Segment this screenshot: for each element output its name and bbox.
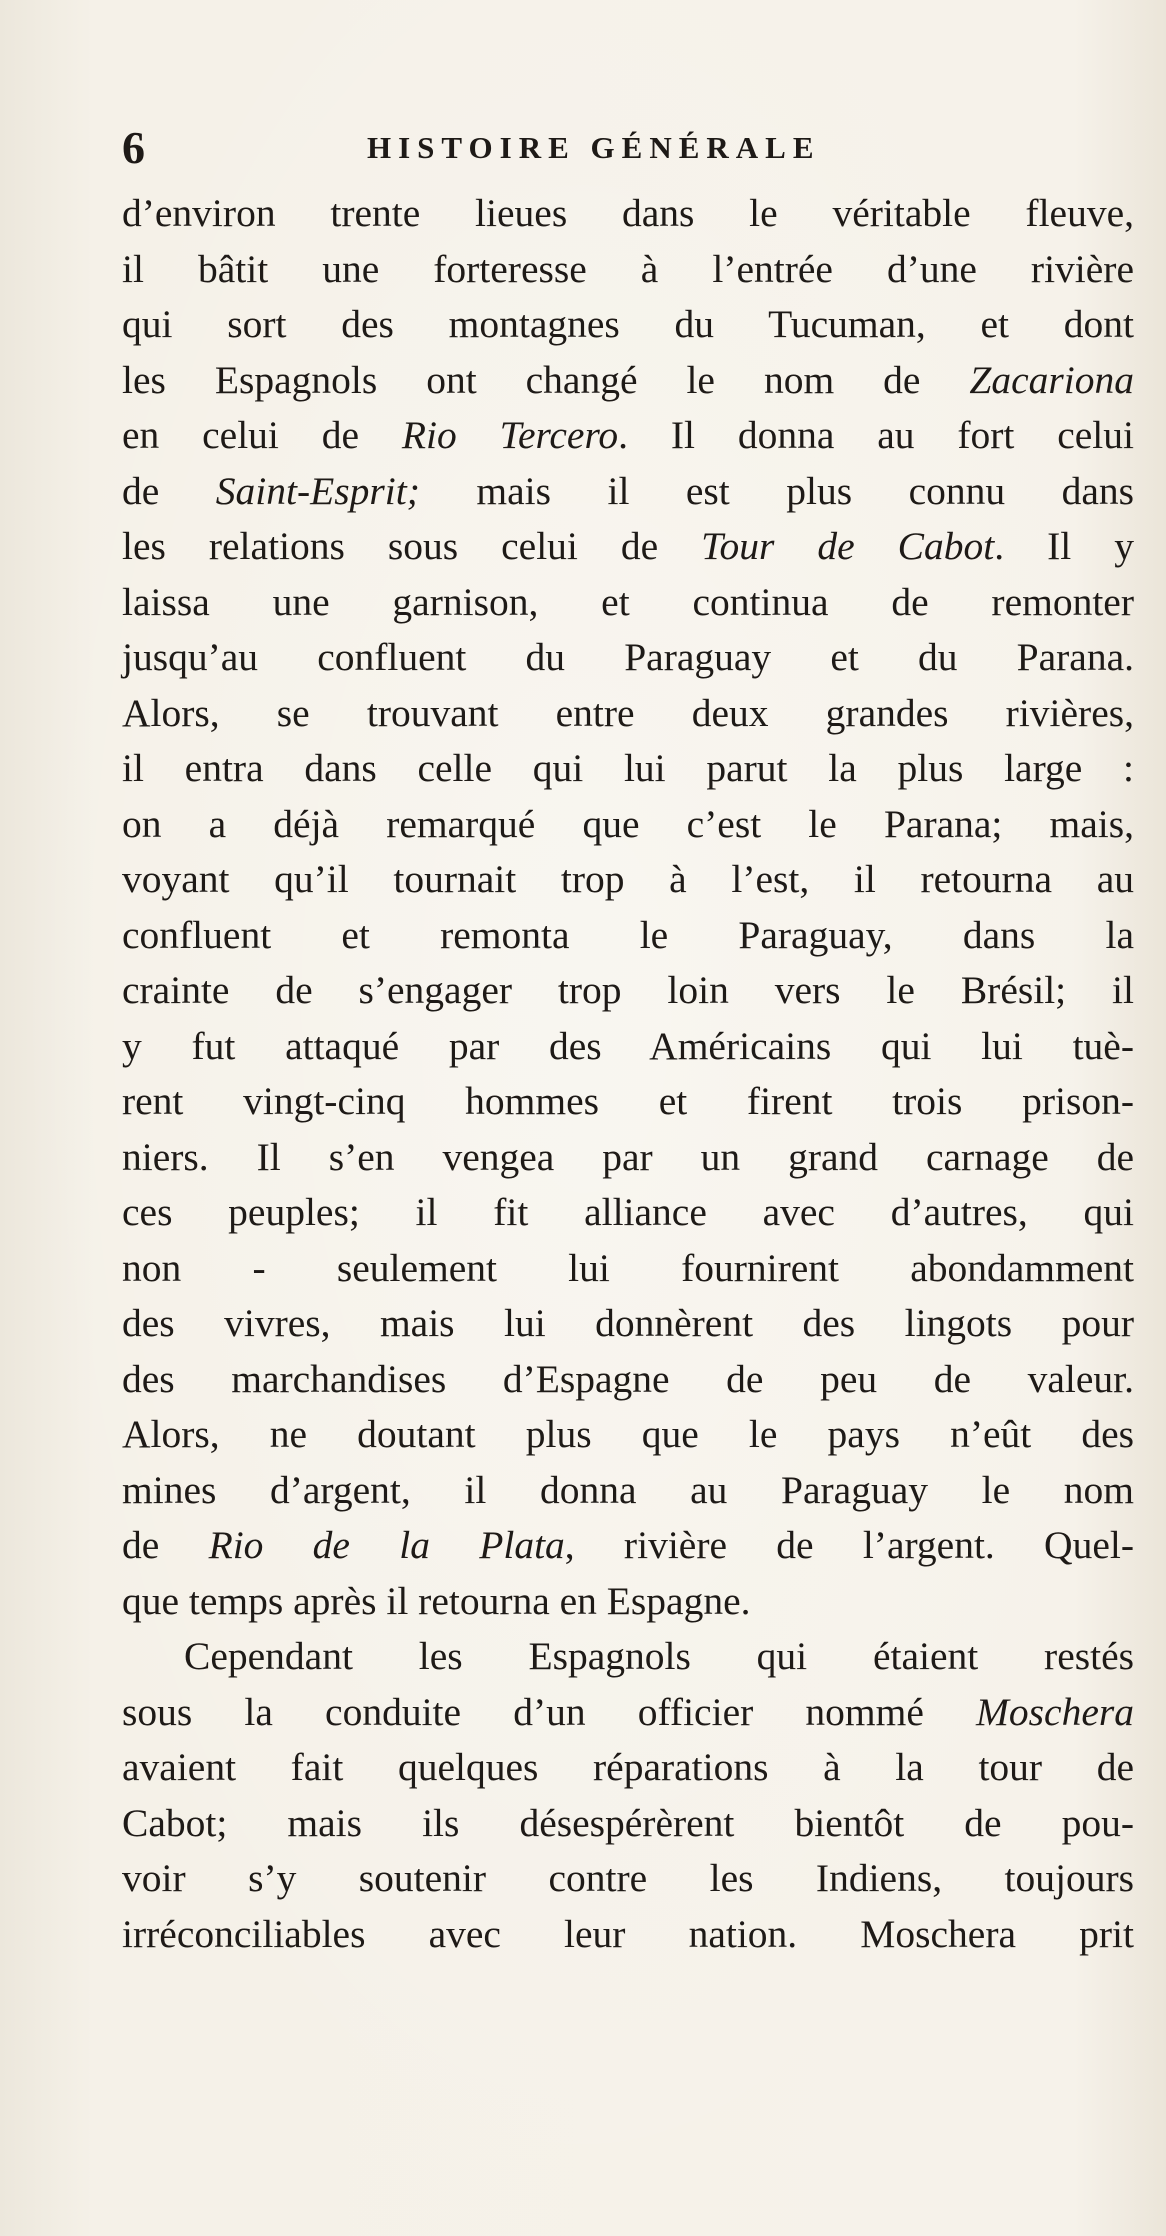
italic-term: Rio de la Plata <box>208 1523 565 1567</box>
running-head: HISTOIRE GÉNÉRALE <box>367 130 821 165</box>
text-line: confluent et remonta le Paraguay, dans la <box>122 912 1134 957</box>
text-line: avaient fait quelques réparations à la tour de <box>122 1745 1134 1789</box>
text-line: qui sort des montagnes du Tucuman, et dont <box>122 302 1134 346</box>
text-line: rent vingt-cinq hommes et firent trois prison- <box>122 1079 1134 1123</box>
text-line: sous la conduite d’un officier nommé Moschera <box>122 1689 1134 1734</box>
text-line: de Saint-Esprit; mais il est plus connu dans <box>122 468 1135 513</box>
text-line: non - seulement lui fournirent abondamment <box>122 1245 1134 1290</box>
text-line: voyant qu’il tournait trop à l’est, il retourna au <box>122 857 1134 901</box>
text-line: il bâtit une forteresse à l’entrée d’une rivière <box>122 246 1134 291</box>
text-line: Cabot; mais ils désespérèrent bientôt de pou- <box>122 1800 1134 1845</box>
text-line: d’environ trente lieues dans le véritable fleuve, <box>122 191 1134 235</box>
italic-term: Tour de Cabot <box>701 524 995 568</box>
text-line: jusqu’au confluent du Paraguay et du Parana. <box>122 635 1134 679</box>
text-line: Alors, ne doutant plus que le pays n’eût des <box>122 1412 1134 1456</box>
text-line: de Rio de la Plata, rivière de l’argent. Quel- <box>122 1523 1134 1567</box>
text-line: il entra dans celle qui lui parut la plus large : <box>122 746 1134 790</box>
italic-term: Zacariona <box>969 357 1135 402</box>
text-line: laissa une garnison, et continua de remonter <box>122 579 1134 624</box>
italic-term: Rio Tercero <box>401 413 619 457</box>
page-header <box>122 118 1132 178</box>
text-line: les relations sous celui de Tour de Cabot. Il y <box>122 524 1134 568</box>
text-line: Alors, se trouvant entre deux grandes rivières, <box>122 690 1134 735</box>
italic-term: Saint-Esprit; <box>215 468 420 513</box>
italic-term: Moschera <box>976 1689 1134 1734</box>
text-line: Cependant les Espagnols qui étaient restés <box>184 1634 1134 1678</box>
text-line: mines d’argent, il donna au Paraguay le nom <box>122 1467 1134 1512</box>
text-line: en celui de Rio Tercero. Il donna au fort celui <box>122 413 1135 457</box>
text-line: que temps après il retourna en Espagne. <box>122 1578 751 1623</box>
text-line: niers. Il s’en vengea par un grand carnage de <box>122 1134 1134 1179</box>
page-number: 6 <box>122 122 145 173</box>
text-line: les Espagnols ont changé le nom de Zacariona <box>122 357 1135 402</box>
body-text <box>122 186 1134 1962</box>
text-line: ces peuples; il fit alliance avec d’autres, qui <box>122 1190 1134 1234</box>
text-line: des marchandises d’Espagne de peu de valeur. <box>122 1356 1134 1401</box>
text-line: voir s’y soutenir contre les Indiens, toujours <box>122 1856 1134 1900</box>
text-line: on a déjà remarqué que c’est le Parana; mais, <box>122 801 1134 846</box>
text-line: irréconciliables avec leur nation. Moschera prit <box>122 1911 1134 1956</box>
text-line: y fut attaqué par des Américains qui lui tuè- <box>122 1023 1134 1068</box>
text-line: crainte de s’engager trop loin vers le Brésil; il <box>122 968 1134 1012</box>
text-line: des vivres, mais lui donnèrent des lingots pour <box>122 1301 1134 1345</box>
